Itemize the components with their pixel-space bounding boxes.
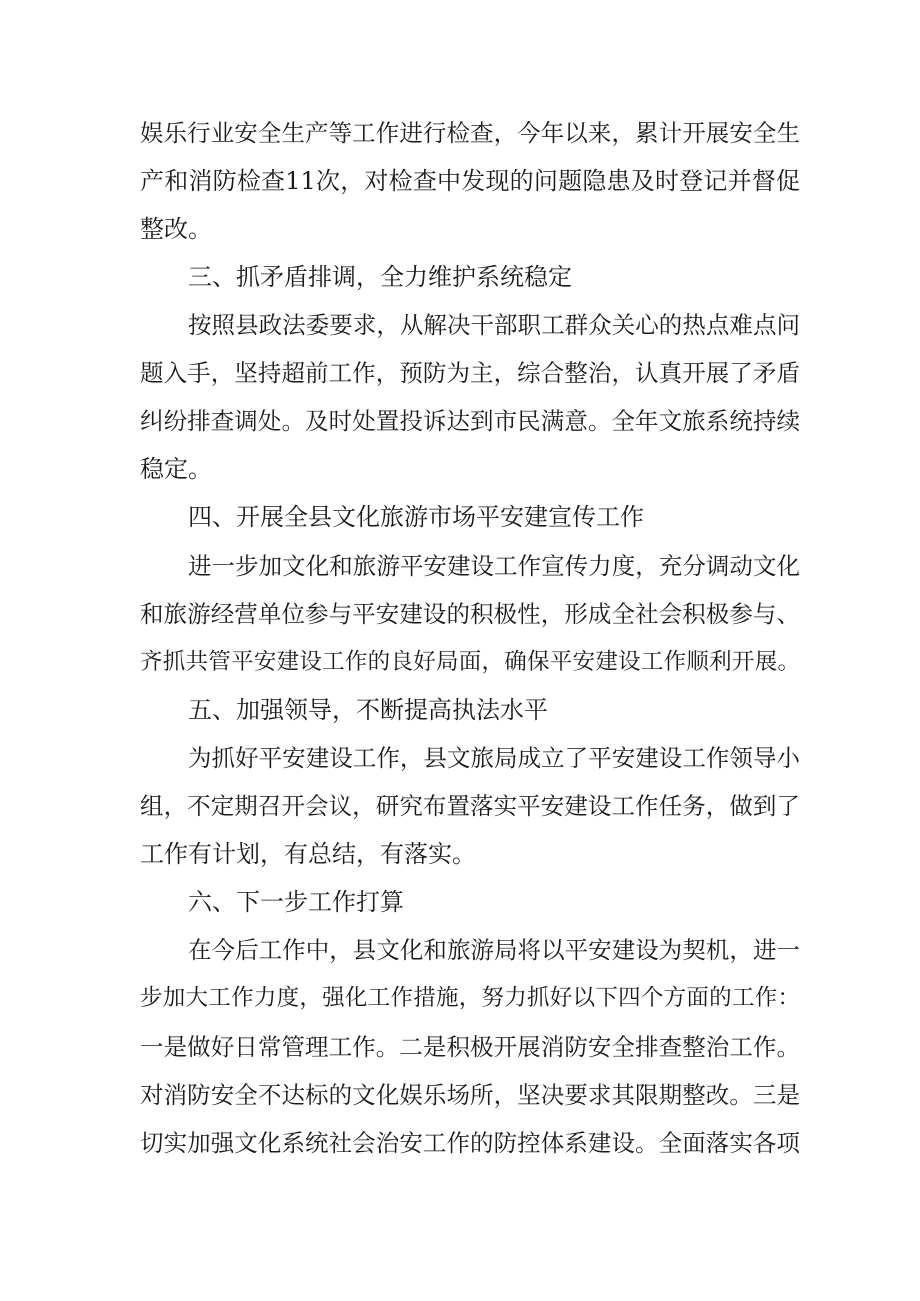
body-text-line: 进一步加文化和旅游平安建设工作宣传力度，充分调动文化 [188,552,800,580]
section-heading: 四、开展全县文化旅游市场平安建宣传工作 [188,503,644,531]
body-text-line: 为抓好平安建设工作，县文旅局成立了平安建设工作领导小 [188,744,800,772]
section-heading: 六、下一步工作打算 [188,888,404,916]
body-text-line: 一是做好日常管理工作。二是积极开展消防安全排查整治工作。 [140,1033,800,1061]
body-text-line: 在今后工作中，县文化和旅游局将以平安建设为契机，进一 [188,936,800,964]
body-text-line: 切实加强文化系统社会治安工作的防控体系建设。全面落实各项 [140,1129,800,1157]
body-text-line: 工作有计划，有总结，有落实。 [140,840,476,868]
body-text-line: 步加大工作力度，强化工作措施，努力抓好以下四个方面的工作： [140,985,800,1011]
body-text-line: 稳定。 [140,455,212,483]
body-text-line: 按照县政法委要求，从解决干部职工群众关心的热点难点问 [188,311,800,339]
body-text-line: 娱乐行业安全生产等工作进行检查，今年以来，累计开展安全生 [140,119,800,147]
body-text-line: 题入手，坚持超前工作，预防为主，综合整治，认真开展了矛盾 [140,359,800,387]
body-text-line: 组，不定期召开会议，研究布置落实平安建设工作任务，做到了 [140,792,800,820]
body-text-line: 纠纷排查调处。及时处置投诉达到市民满意。全年文旅系统持续 [140,407,800,435]
body-text-line: 整改。 [140,215,212,243]
section-heading: 五、加强领导，不断提高执法水平 [188,696,548,724]
body-text-line: 齐抓共管平安建设工作的良好局面，确保平安建设工作顺利开展。 [140,649,800,675]
body-text-line: 产和消防检查11次，对检查中发现的问题隐患及时登记并督促 [140,167,800,195]
section-heading: 三、抓矛盾排调，全力维护系统稳定 [188,263,572,291]
body-text-line: 和旅游经营单位参与平安建设的积极性，形成全社会积极参与、 [140,600,800,628]
body-text-line: 对消防安全不达标的文化娱乐场所，坚决要求其限期整改。三是 [140,1081,800,1109]
